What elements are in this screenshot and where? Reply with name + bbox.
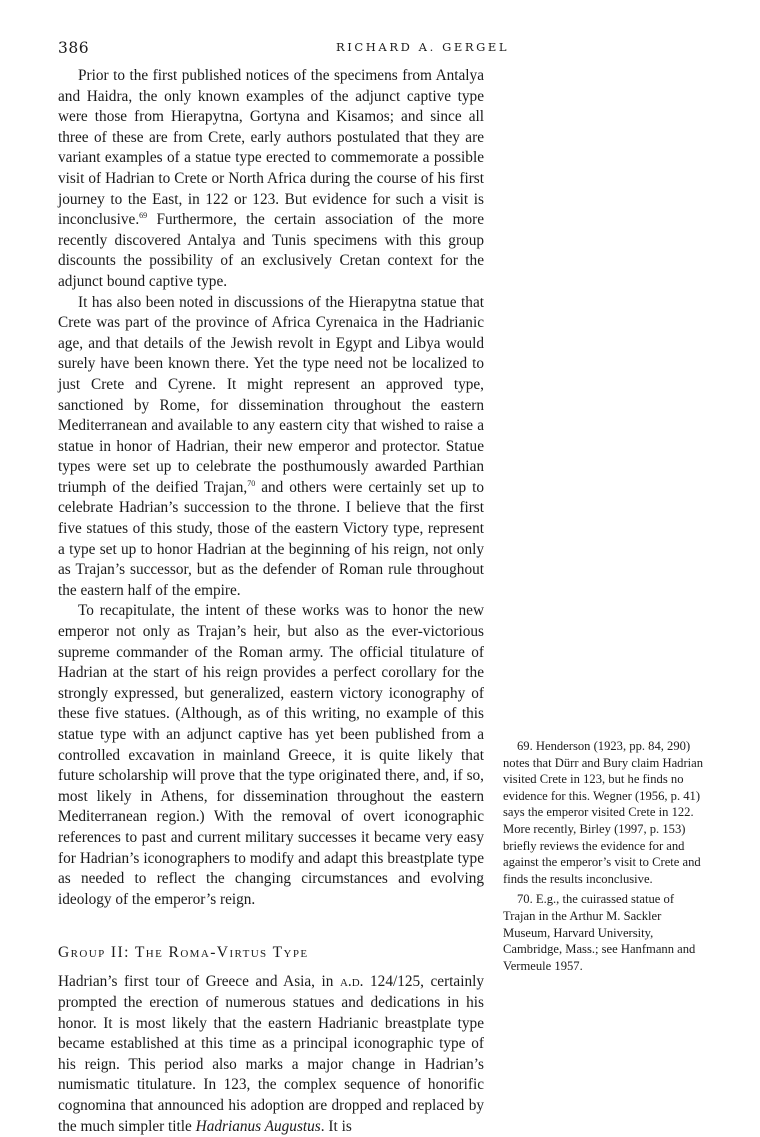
- footnotes-column: [503, 738, 707, 974]
- paragraph: It has also been noted in discussions of the Hierapytna statue that Crete was part of the province of Africa Cyrenaica in the Hadrianic age, and that details of the Jewish revolt in Egypt and Libya would surely have been known there. Yet the type need not be localized to just Crete and Cyrene. It might represent an approved type, sanctioned by Rome, for dissemination throughout the eastern Mediterranean and available to any eastern city that wished to raise a statue in honor of Hadrian, their new emperor and protector. Statue types were set up to celebrate the posthumously awarded Parthian triumph of the deified Trajan,$^{70}$ and others were certainly set up to celebrate Hadrian’s succession to the throne. I believe that the first five statues of this study, those of the eastern Victory type, represent a type set up to honor Hadrian at the beginning of his reign, not only as Trajan’s successor, but as the defender of Roman rule throughout the eastern half of the empire.: [58, 293, 485, 599]
- running-head: RICHARD A. GERGEL: [336, 40, 510, 54]
- footnote-70: 70. E.g., the cuirassed statue of Trajan in the Arthur M. Sackler Museum, Harvard University, Cambridge, Mass.; see Hanfmann and Vermeule 1957.: [503, 892, 696, 973]
- paragraph: To recapitulate, the intent of these works was to honor the new emperor not only as Trajan’s heir, but also as the ever-victorious supreme commander of the Roman army. The official titulature of Hadrian at the start of his reign provides a perfect corollary for the strongly expressed, but generalized, eastern victory iconography of these five statues. (Although, as of this writing, no example of this statue type with an adjunct captive has yet been published from a controlled excavation in mainland Greece, it is quite likely that future scholarship will prove that the type originated there, and, if so, most likely in Athens, for dissemination throughout the eastern Mediterranean region.) With the removal of overt iconographic references to past and current military successes it became very easy for Hadrian’s iconographers to modify and adapt this breastplate type as needed to reflect the changing circumstances and evolving ideology of the emperor’s reign.: [58, 602, 484, 908]
- paragraph: Prior to the first published notices of the specimens from Antalya and Haidra, the only known examples of the adjunct captive type were those from Hierapytna, Gortyna and Kisamos; and since all three of these are from Crete, early authors postulated that they are variant examples of a statue type erected to commemorate a possible visit of Hadrian to Crete or North Africa during the course of his first journey to the East, in 122 or 123. But evidence for such a visit is inconclusive.$^{69}$ Furthermore, the certain association of the more recently discovered Antalya and Tunis specimens with this group discounts the possibility of an exclusively Cretan context for the adjunct bound captive type.: [58, 67, 484, 290]
- page-number: 386: [58, 39, 90, 57]
- italic-title: Hadrianus Augustus: [195, 1117, 321, 1135]
- paragraph: Hadrian’s first tour of Greece and Asia, in a.d. 124/125, certainly prompted the erection of numerous statues and dedications in his honor. It is most likely that the eastern Hadrianic breastplate type became established at this time as a principal iconographic type of his reign. This period also marks a major change in Hadrian’s numismatic titulature. In 123, the complex sequence of honorific cognomina that announced his adoption are dropped and replaced by the much simpler title Hadrianus Augustus. It is: [58, 973, 485, 1135]
- footnote-ref-69[interactable]: 69: [139, 211, 148, 221]
- section-heading: Group II: The Roma-Virtus Type: [58, 944, 309, 962]
- footnote-ref-70[interactable]: 70: [247, 478, 256, 488]
- footnote-69: 69. Henderson (1923, pp. 84, 290) notes that Dürr and Bury claim Hadrian visited Crete in 123, but he finds no evidence for this. Wegner (1956, p. 41) says the emperor visited Crete in 122. More recently, Birley (1997, p. 153) briefly reviews the evidence for and against the emperor’s visit to Crete and finds the results inconclusive.: [503, 739, 704, 886]
- main-text-column: [58, 66, 484, 1137]
